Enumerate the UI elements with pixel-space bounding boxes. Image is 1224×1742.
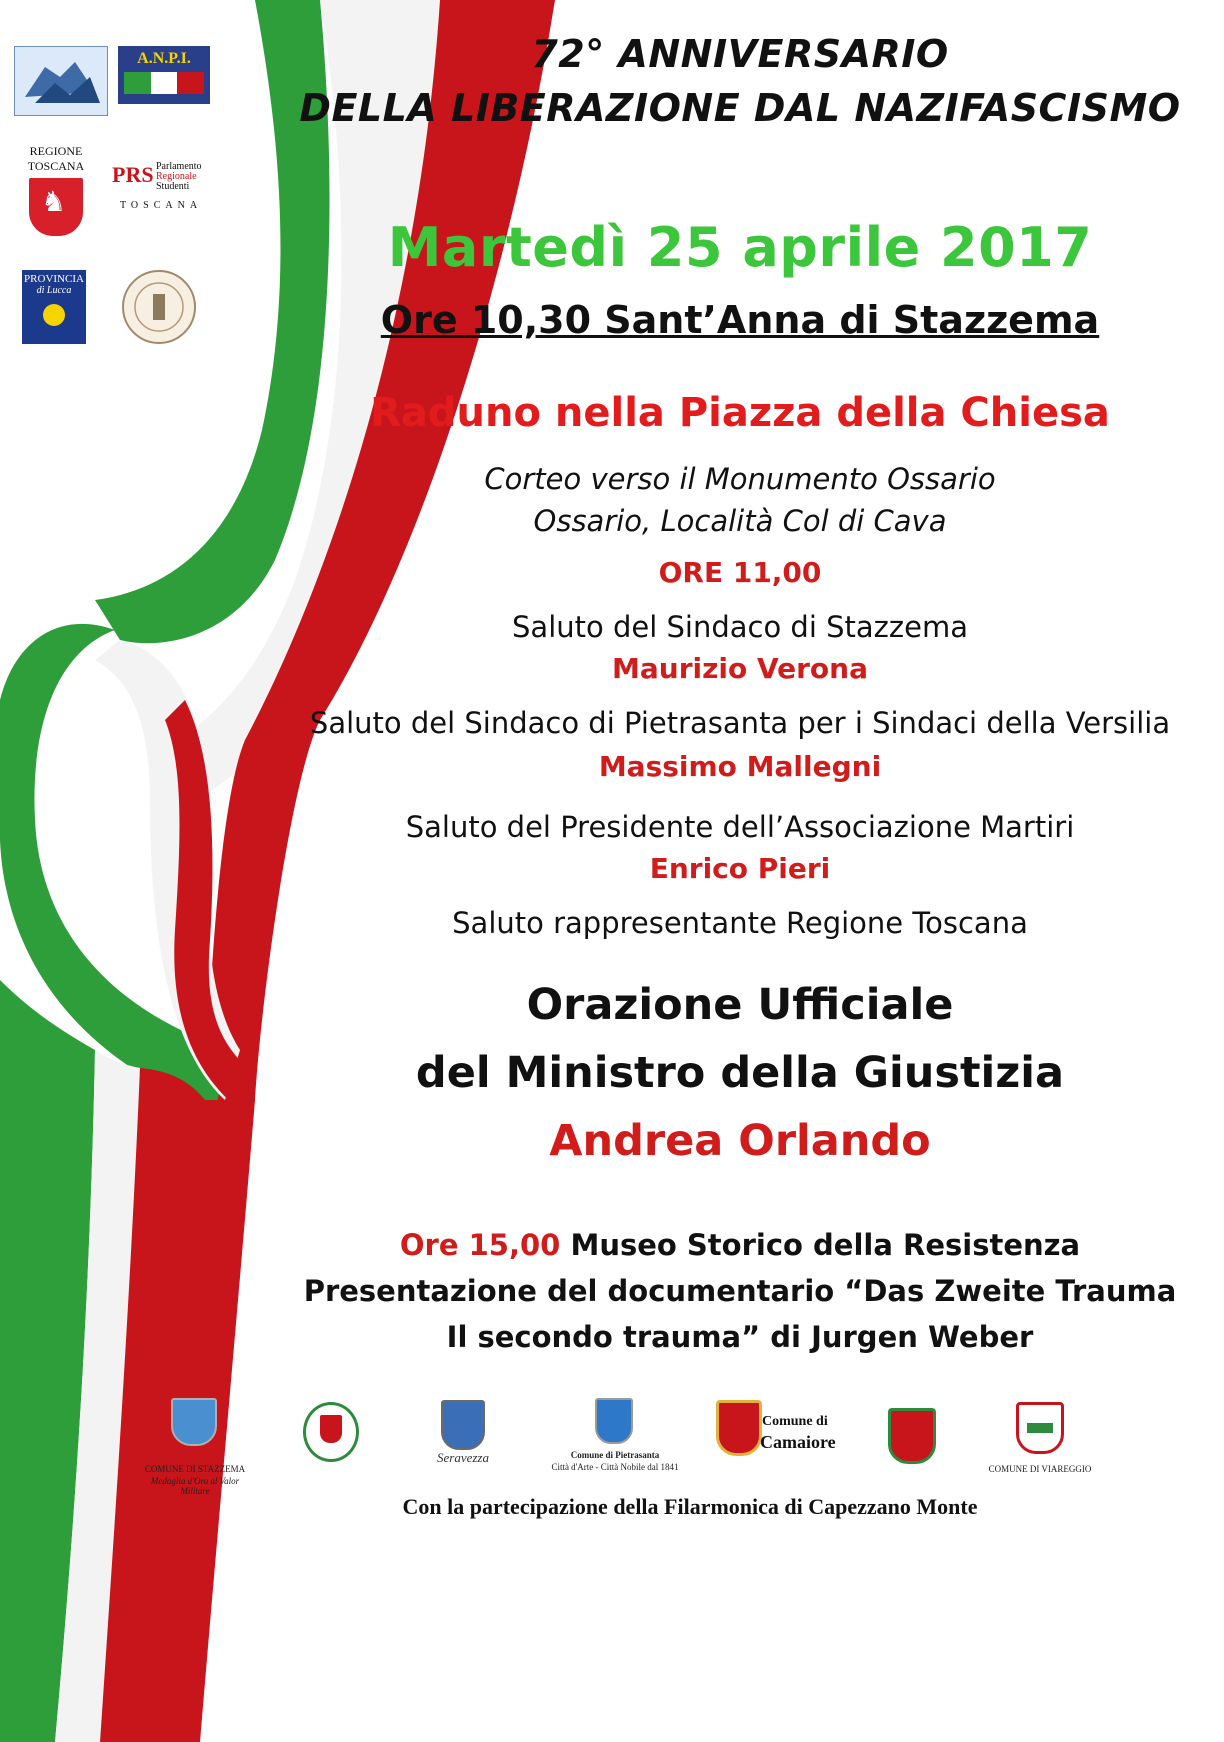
prs-line3: Studenti	[156, 181, 190, 192]
parlamento-studenti-logo	[112, 160, 222, 214]
pietrasanta-caption-line2: Città d'Arte - Città Nobile dal 1841	[551, 1462, 679, 1472]
pietrasanta-crest	[584, 1390, 644, 1448]
provincia-emblem-icon	[43, 304, 65, 326]
speech-1-text: Saluto del Sindaco di Stazzema	[512, 610, 968, 644]
stazzema-crest-icon	[171, 1398, 217, 1446]
speech-3-name: Enrico Pieri	[649, 852, 831, 885]
viareggio-caption: COMUNE DI VIAREGGIO	[988, 1464, 1092, 1474]
speech-3-text: Saluto del Presidente dell’Associazione Martiri	[405, 810, 1075, 844]
procession-line2: Ossario, Località Col di Cava	[533, 504, 947, 538]
provincia-lucca-logo	[22, 270, 86, 344]
oration-line2: del Ministro della Giustizia	[415, 1048, 1065, 1098]
speech-4-text: Saluto rappresentante Regione Toscana	[452, 906, 1028, 940]
seravezza-wreath-icon	[303, 1402, 359, 1462]
massarosa-crest	[880, 1394, 944, 1474]
footer-text: Con la partecipazione della Filarmonica di Capezzano Monte	[402, 1494, 978, 1519]
regione-toscana-logo	[20, 144, 92, 244]
regione-toscana-line1: REGIONE	[29, 144, 83, 158]
seravezza-crest	[428, 1388, 498, 1474]
stazzema-caption-line1: COMUNE DI STAZZEMA	[144, 1464, 246, 1474]
pegasus-shield-icon: ♞	[29, 178, 83, 236]
regione-toscana-line2: TOSCANA	[27, 159, 85, 173]
pietrasanta-crest-icon	[595, 1398, 633, 1444]
afternoon-line3: Il secondo trauma” di Jurgen Weber	[446, 1320, 1034, 1354]
martiri-association-seal	[120, 268, 198, 346]
seravezza-crest-icon	[441, 1400, 485, 1450]
anpi-logo-text: A.N.P.I.	[137, 50, 191, 67]
header-line2: DELLA LIBERAZIONE DAL NAZIFASCISMO	[299, 86, 1181, 130]
seravezza-coa-crest	[296, 1388, 366, 1470]
procession-line1: Corteo verso il Monumento Ossario	[484, 462, 996, 496]
stazzema-caption-line2: Medaglia d'Oro al Valor Militare	[150, 1476, 240, 1496]
camaiore-crest	[716, 1394, 760, 1454]
afternoon-line1	[280, 1222, 1200, 1268]
massarosa-crest-icon	[888, 1408, 936, 1464]
event-time-place: Ore 10,30 Sant’Anna di Stazzema	[380, 298, 1100, 342]
anpi-logo	[118, 46, 210, 104]
seravezza-script: Seravezza	[437, 1450, 489, 1465]
prs-monogram: PRS	[112, 162, 154, 187]
provincia-line2: di Lucca	[36, 285, 72, 296]
prs-line1: Parlamento	[156, 161, 202, 172]
prs-line2: Regionale	[156, 171, 197, 182]
time-1100: ORE 11,00	[658, 556, 822, 589]
gathering-title: Raduno nella Piazza della Chiesa	[370, 390, 1110, 436]
viareggio-crest	[1010, 1392, 1070, 1460]
provincia-line1: PROVINCIA	[24, 273, 84, 285]
oration-name: Andrea Orlando	[549, 1116, 931, 1166]
seal-icon	[120, 268, 198, 346]
partisan-figures-icon	[15, 47, 107, 115]
afternoon-time: Ore 15,00	[399, 1228, 561, 1262]
speech-1-name: Maurizio Verona	[612, 652, 868, 685]
speech-2-name: Massimo Mallegni	[598, 750, 882, 783]
oration-line1: Orazione Ufficiale	[526, 980, 954, 1030]
header-line1: 72° ANNIVERSARIO	[531, 32, 949, 76]
viareggio-crest-icon	[1016, 1402, 1064, 1454]
camaiore-line2: Camaiore	[760, 1432, 836, 1452]
camaiore-line1: Comune di	[762, 1414, 828, 1429]
camaiore-crest-icon	[716, 1400, 762, 1456]
event-date: Martedì 25 aprile 2017	[387, 216, 1093, 279]
stazzema-crest	[164, 1382, 224, 1462]
prs-line4: TOSCANA	[120, 200, 203, 211]
afternoon-line2: Presentazione del documentario “Das Zweite Trauma	[303, 1274, 1177, 1308]
pietrasanta-caption-line1: Comune di Pietrasanta	[570, 1450, 660, 1460]
anpi-tricolor-bar	[124, 72, 204, 94]
speech-2-text: Saluto del Sindaco di Pietrasanta per i Sindaci della Versilia	[309, 706, 1171, 740]
afternoon-venue: Museo Storico della Resistenza	[560, 1228, 1081, 1262]
partisan-memorial-logo	[14, 46, 108, 116]
